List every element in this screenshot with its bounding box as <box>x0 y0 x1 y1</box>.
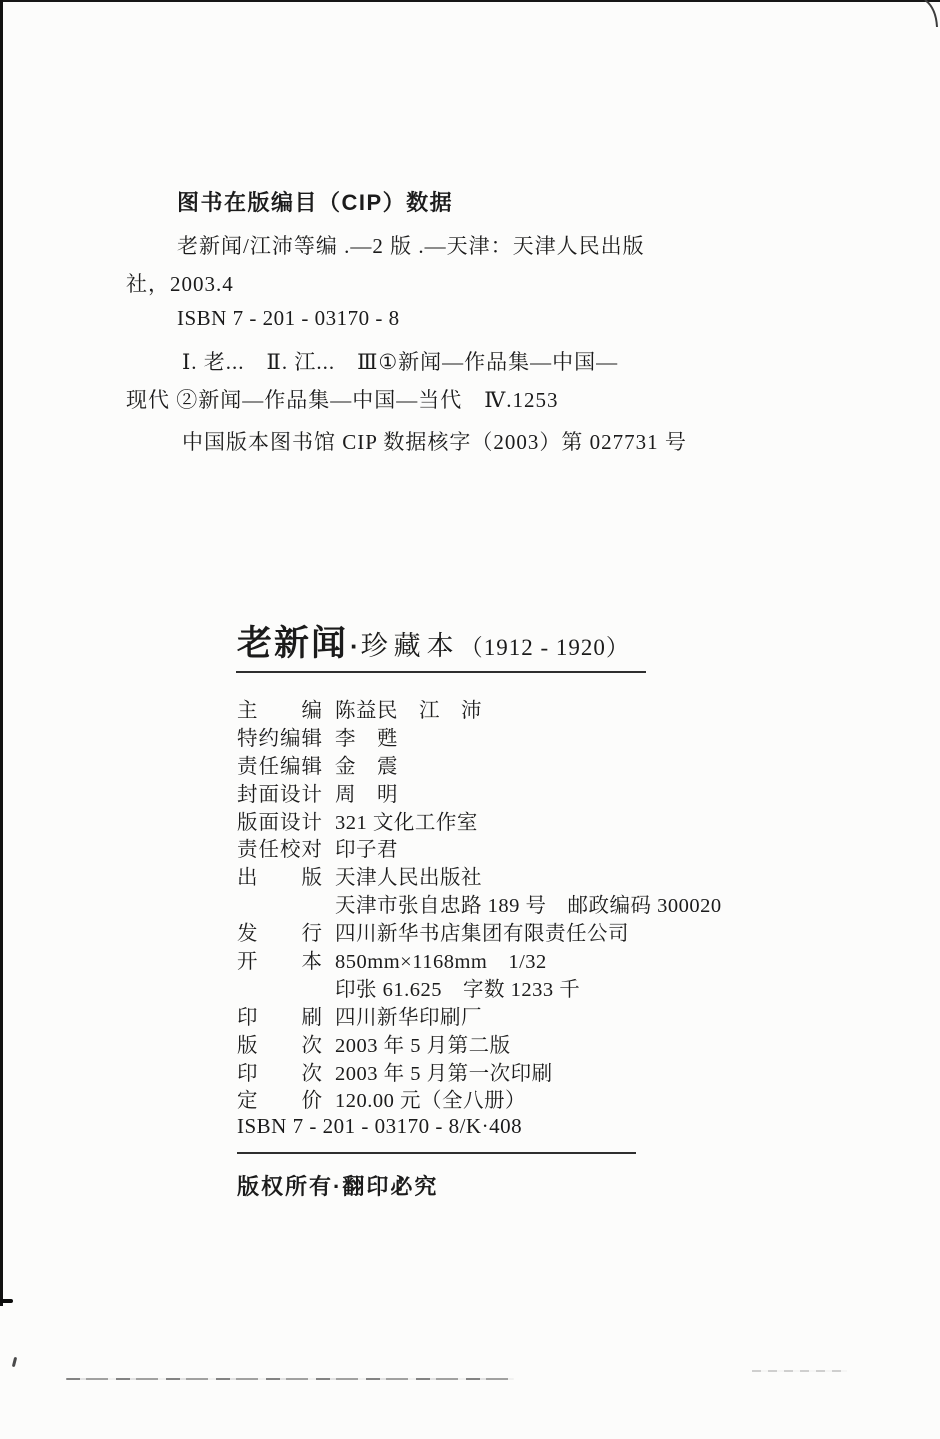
book-title-years: （1912 - 1920） <box>459 635 630 660</box>
colophon-row <box>237 945 722 973</box>
book-title-subtitle: 珍藏本 <box>360 631 460 661</box>
colophon-row <box>237 917 722 945</box>
colophon-row-label: 责任编辑 <box>237 755 323 778</box>
colophon-row-label: 责任校对 <box>237 839 323 862</box>
colophon-row-label: 版 次 <box>237 1034 323 1057</box>
colophon-row-value: 印张 61.625 字数 1233 千 <box>335 978 581 1001</box>
cip-classification-line-2: 现代 ②新闻—作品集—中国—当代 Ⅳ.1253 <box>126 388 559 412</box>
cip-entry-line-1: 老新闻/江沛等编 .—2 版 .—天津：天津人民出版 <box>177 234 645 258</box>
footer-divider-rule <box>237 1152 636 1154</box>
colophon-row-label: 开 本 <box>237 950 323 973</box>
colophon-row <box>237 1001 722 1029</box>
scan-speck <box>12 1357 17 1367</box>
colophon-row <box>237 861 722 889</box>
colophon-row-label: 定 价 <box>237 1090 323 1113</box>
book-title-main: 老新闻 <box>237 624 349 663</box>
colophon-row-value: 陈益民 江 沛 <box>335 699 482 722</box>
colophon-row <box>237 694 722 722</box>
copyright-notice: 版权所有·翻印必究 <box>237 1174 439 1199</box>
colophon-row-value: 天津市张自忠路 189 号 邮政编码 300020 <box>335 895 722 918</box>
colophon-isbn-line: ISBN 7 - 201 - 03170 - 8/K·408 <box>237 1114 523 1138</box>
colophon-row <box>237 1084 722 1112</box>
colophon-row-value: 印子君 <box>335 839 398 862</box>
colophon-row <box>237 778 722 806</box>
colophon-row-label: 印 刷 <box>237 1006 323 1029</box>
colophon-row-label: 印 次 <box>237 1062 323 1085</box>
colophon-row <box>237 1029 722 1057</box>
colophon-row <box>237 833 722 861</box>
colophon-row-label: 封面设计 <box>237 783 323 806</box>
colophon-row <box>237 889 722 917</box>
colophon-row-value: 李 甦 <box>335 727 398 750</box>
scan-top-edge-line <box>0 0 940 2</box>
title-divider-rule <box>236 671 646 673</box>
colophon-row <box>237 1057 722 1085</box>
scan-corner-mark <box>922 0 940 28</box>
cip-record-number: 中国版本图书馆 CIP 数据核字（2003）第 027731 号 <box>182 430 687 454</box>
colophon-row-value: 2003 年 5 月第二版 <box>335 1034 511 1057</box>
scan-scratch-faint <box>752 1370 847 1372</box>
scan-left-edge-line <box>0 0 3 1306</box>
cip-heading: 图书在版编目（CIP）数据 <box>177 190 454 215</box>
colophon-row-label: 版面设计 <box>237 811 323 834</box>
colophon-row-value: 321 文化工作室 <box>335 811 478 834</box>
colophon-row-value: 四川新华印刷厂 <box>335 1006 482 1029</box>
colophon-row-value: 四川新华书店集团有限责任公司 <box>335 923 629 946</box>
colophon-row-value: 天津人民出版社 <box>335 867 482 890</box>
colophon-row-value: 850mm×1168mm 1/32 <box>335 950 547 973</box>
cip-classification-line-1: Ⅰ. 老... Ⅱ. 江... Ⅲ①新闻—作品集—中国— <box>182 350 619 374</box>
colophon-row-value: 2003 年 5 月第一次印刷 <box>335 1062 553 1085</box>
colophon-list <box>237 694 722 1112</box>
colophon-row <box>237 806 722 834</box>
book-title <box>237 616 630 666</box>
colophon-row-label: 主 编 <box>237 699 323 722</box>
book-title-separator: · <box>350 631 359 661</box>
colophon-row-value: 金 震 <box>335 755 398 778</box>
colophon-row <box>237 973 722 1001</box>
colophon-row-value: 周 明 <box>335 783 398 806</box>
cip-isbn: ISBN 7 - 201 - 03170 - 8 <box>177 306 400 330</box>
colophon-row-label: 特约编辑 <box>237 727 323 750</box>
colophon-row-label: 发 行 <box>237 923 323 946</box>
colophon-row-value: 120.00 元（全八册） <box>335 1090 526 1113</box>
colophon-row-label: 出 版 <box>237 867 323 890</box>
colophon-row <box>237 722 722 750</box>
scan-left-edge-end-mark <box>0 1299 13 1303</box>
scan-scratch-line <box>66 1378 514 1380</box>
cip-entry-line-2: 社，2003.4 <box>126 272 234 296</box>
colophon-row <box>237 750 722 778</box>
